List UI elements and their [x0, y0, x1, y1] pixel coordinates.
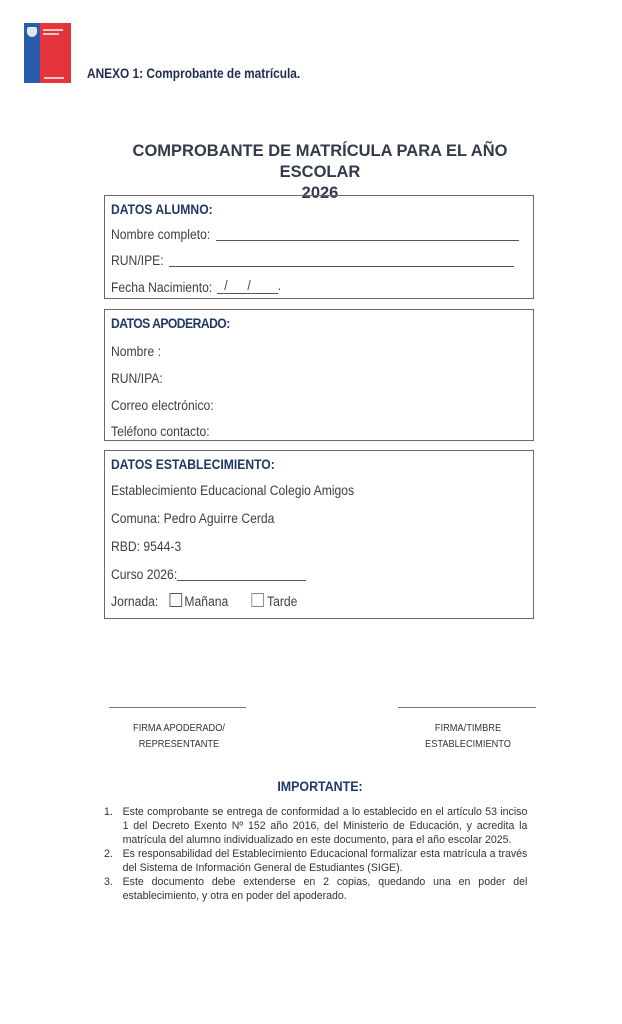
- important-note: [104, 805, 527, 847]
- guardian-signature-label-line2: REPRESENTANTE: [138, 738, 220, 750]
- note-number: 2.: [104, 848, 113, 860]
- annex-title: ANEXO 1: Comprobante de matrícula.: [87, 66, 301, 81]
- ministry-logo: [24, 23, 71, 83]
- note-text: Este comprobante se entrega de conformidad a lo establecido en el artículo 53 inciso 1 del Decreto Exento Nº 152 año 2016, del Ministerio de Educación, y acredita la matrícula del alumno individualizado en este documento, para el año escolar 2025.: [122, 806, 528, 846]
- guardian-data-section: [104, 309, 534, 441]
- guardian-phone-label: Teléfono contacto:: [111, 424, 210, 439]
- important-note: [104, 847, 527, 875]
- shift-morning-checkbox[interactable]: [169, 593, 182, 607]
- guardian-email-label: Correo electrónico:: [111, 398, 214, 413]
- note-number: 1.: [104, 806, 113, 818]
- note-text: Es responsabilidad del Establecimiento Educacional formalizar esta matrícula a través del Sistema de Información General de Estudiantes (SIGE).: [122, 848, 528, 874]
- shift-row: [111, 593, 297, 609]
- school-signature-label: [406, 720, 529, 752]
- student-data-section: [104, 195, 534, 299]
- shift-label: Jornada:: [111, 594, 159, 609]
- guardian-signature-label-line1: FIRMA APODERADO/: [133, 722, 225, 734]
- student-birthdate-field[interactable]: / / .: [217, 278, 281, 294]
- shift-afternoon-checkbox[interactable]: [252, 593, 265, 607]
- course-field[interactable]: [177, 580, 306, 581]
- school-signature-label-line1: FIRMA/TIMBRE: [434, 722, 502, 734]
- guardian-name-label: Nombre :: [111, 344, 161, 359]
- school-name: Establecimiento Educacional Colegio Amigos: [111, 483, 355, 498]
- important-note: [104, 875, 527, 903]
- school-rbd: RBD: 9544-3: [111, 539, 182, 554]
- shift-afternoon-label: Tarde: [267, 594, 298, 609]
- school-signature-label-line2: ESTABLECIMIENTO: [425, 738, 511, 750]
- note-text: Este documento debe extenderse en 2 copias, quedando una en poder del establecimiento, y otra en poder del apoderado.: [122, 876, 528, 902]
- coat-of-arms-icon: [27, 27, 37, 37]
- guardian-section-heading: DATOS APODERADO:: [111, 316, 230, 331]
- school-signature-line[interactable]: [398, 707, 536, 708]
- guardian-run-label: RUN/IPA:: [111, 371, 163, 386]
- important-notes-list: [104, 805, 536, 903]
- student-name-field[interactable]: [216, 240, 519, 241]
- student-run-label: RUN/IPE:: [111, 253, 164, 268]
- document-title-line2: 2026: [301, 184, 339, 202]
- school-comuna: Comuna: Pedro Aguirre Cerda: [111, 511, 275, 526]
- student-run-field[interactable]: [169, 266, 514, 267]
- student-birthdate-label: Fecha Nacimiento:: [111, 280, 213, 295]
- guardian-signature-label: [117, 720, 240, 752]
- logo-blue-band: [24, 23, 40, 83]
- course-label: Curso 2026:: [111, 567, 178, 582]
- note-number: 3.: [104, 876, 113, 888]
- document-title-line1: COMPROBANTE DE MATRÍCULA PARA EL AÑO ESCOLAR: [132, 142, 508, 181]
- logo-red-band: [40, 23, 71, 83]
- important-heading: IMPORTANTE:: [277, 779, 363, 794]
- guardian-signature-line[interactable]: [109, 707, 246, 708]
- shift-morning-label: Mañana: [184, 594, 229, 609]
- school-section-heading: DATOS ESTABLECIMIENTO:: [111, 457, 275, 472]
- student-section-heading: DATOS ALUMNO:: [111, 202, 213, 217]
- student-name-label: Nombre completo:: [111, 227, 211, 242]
- school-data-section: [104, 450, 534, 619]
